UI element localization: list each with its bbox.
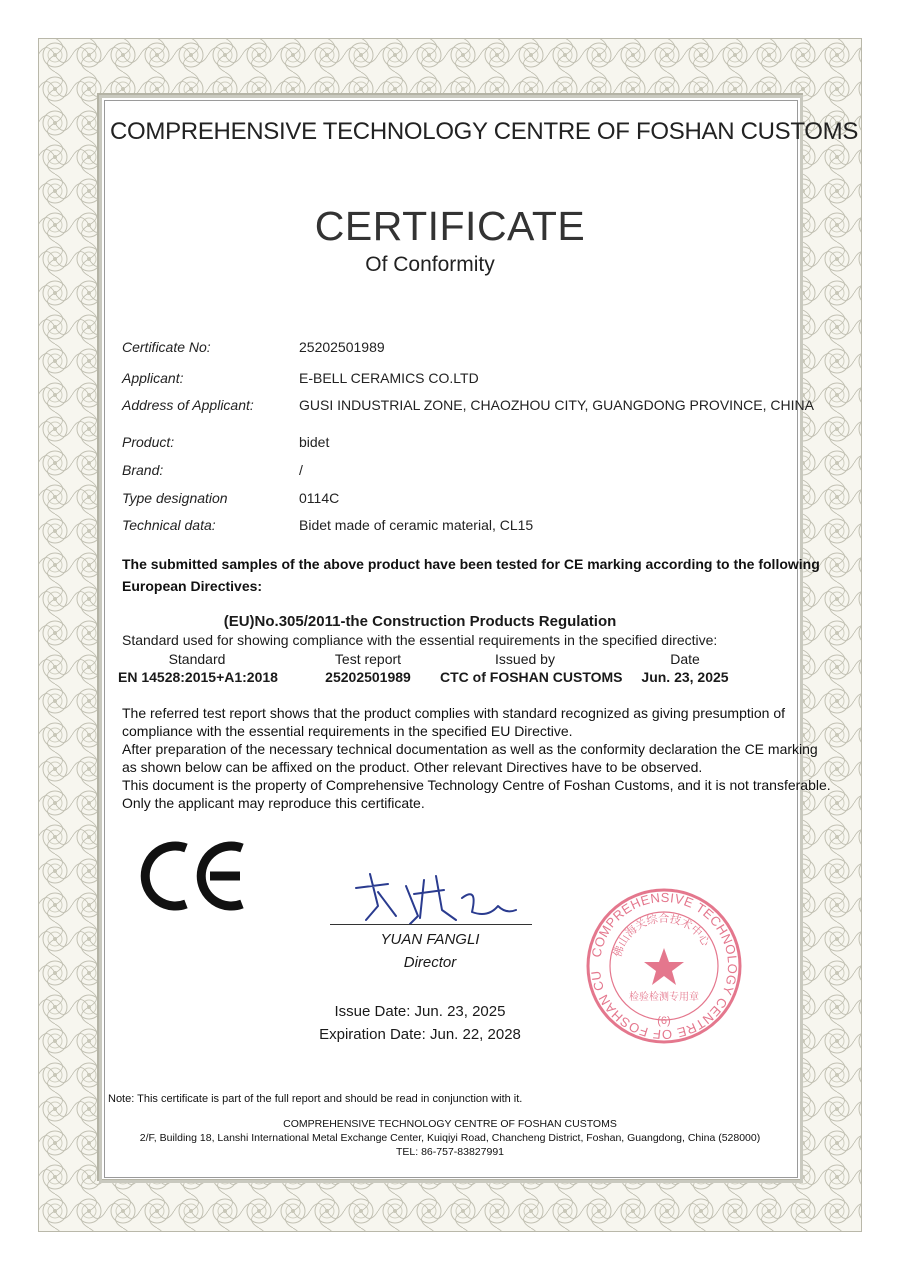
official-seal: [584, 886, 744, 1051]
value-applicant: E-BELL CERAMICS CO.LTD: [299, 370, 479, 386]
certificate-note: Note: This certificate is part of the full report and should be read in conjunction with it.: [108, 1093, 523, 1105]
footer-address: 2/F, Building 18, Lanshi International Metal Exchange Center, Kuiqiyi Road, Chancheng District, Foshan, Guangdong, China (528000): [139, 1132, 761, 1144]
seal-inner-text: 佛山海关综合技术中心: [610, 911, 713, 959]
issue-date: Issue Date: Jun. 23, 2025: [334, 1003, 506, 1020]
paragraph-line-4: as shown below can be affixed on the product. Other relevant Directives have to be observed.: [122, 759, 703, 775]
value-certificate-no: 25202501989: [299, 339, 385, 355]
value-brand: /: [299, 462, 303, 478]
signatory-title: Director: [403, 954, 457, 971]
paragraph-line-2: compliance with the essential requirements in the specified EU Directive.: [122, 723, 573, 739]
header-standard: Standard: [168, 651, 226, 667]
seal-stamp-icon: [584, 886, 744, 1046]
ce-mark: [140, 836, 250, 921]
label-address: Address of Applicant:: [122, 397, 254, 413]
paragraph-line-3: After preparation of the necessary technical documentation as well as the conformity declaration the CE marking: [122, 741, 818, 757]
signature-icon: [348, 866, 528, 930]
expiration-date: Expiration Date: Jun. 22, 2028: [319, 1026, 521, 1043]
value-address: GUSI INDUSTRIAL ZONE, CHAOZHOU CITY, GUANGDONG PROVINCE, CHINA: [299, 397, 814, 413]
value-test-report: 25202501989: [325, 669, 411, 685]
label-technical-data: Technical data:: [122, 517, 216, 533]
label-product: Product:: [122, 434, 175, 450]
value-technical-data: Bidet made of ceramic material, CL15: [299, 517, 534, 533]
seal-number: (6): [657, 1015, 671, 1027]
ce-mark-icon: [140, 836, 250, 916]
label-type-designation: Type designation: [122, 490, 228, 506]
header-issued-by: Issued by: [495, 651, 555, 667]
statement-line-1: The submitted samples of the above product have been tested for CE marking according to the following: [122, 556, 820, 572]
value-product: bidet: [299, 434, 330, 450]
label-applicant: Applicant:: [122, 370, 184, 386]
label-certificate-no: Certificate No:: [122, 339, 211, 355]
value-issued-by: CTC of FOSHAN CUSTOMS: [440, 669, 623, 685]
footer-telephone: TEL: 86-757-83827991: [396, 1146, 504, 1158]
footer-organization: COMPREHENSIVE TECHNOLOGY CENTRE OF FOSHAN CUSTOMS: [283, 1118, 617, 1130]
signature-line: [330, 924, 532, 925]
statement-line-2: European Directives:: [122, 578, 263, 594]
paragraph-line-5: This document is the property of Comprehensive Technology Centre of Foshan Customs, and it is not transferable.: [122, 777, 831, 793]
paragraph-line-1: The referred test report shows that the product complies with standard recognized as giving presumption of: [122, 705, 786, 721]
signatory-name: YUAN FANGLI: [380, 931, 480, 948]
label-brand: Brand:: [122, 462, 164, 478]
certificate-title: CERTIFICATE: [314, 203, 586, 249]
certificate-subtitle: Of Conformity: [365, 253, 495, 276]
directive-title: (EU)No.305/2011-the Construction Products Regulation: [223, 613, 617, 630]
header-test-report: Test report: [334, 651, 402, 667]
organization-title: COMPREHENSIVE TECHNOLOGY CENTRE OF FOSHAN CUSTOMS: [110, 118, 859, 145]
paragraph-line-6: Only the applicant may reproduce this certificate.: [122, 795, 425, 811]
value-type-designation: 0114C: [299, 490, 340, 506]
seal-outer-text: COMPREHENSIVE TECHNOLOGY CENTRE OF FOSHAN CU: [588, 889, 741, 1043]
seal-center-text: 检验检测专用章: [629, 992, 699, 1003]
value-standard: EN 14528:2015+A1:2018: [118, 669, 278, 685]
header-date: Date: [670, 651, 700, 667]
value-date: Jun. 23, 2025: [641, 669, 729, 685]
standard-used-text: Standard used for showing compliance with the essential requirements in the specified directive:: [122, 632, 718, 648]
